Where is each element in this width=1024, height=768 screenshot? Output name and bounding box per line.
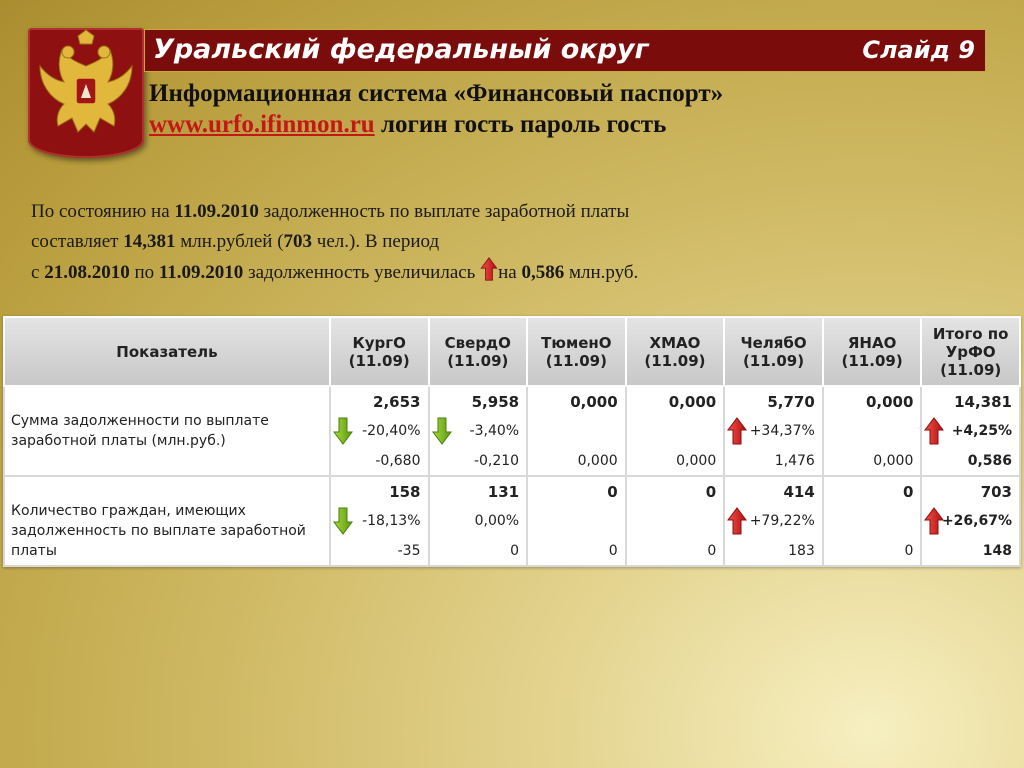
cell-value: 0,000: [570, 393, 618, 411]
cell-delta: 0: [510, 543, 520, 559]
table-row: [4, 476, 1020, 566]
cell-delta: 183: [788, 543, 815, 559]
table-cell: [330, 386, 429, 476]
summary-to-date: 11.09.2010: [158, 262, 244, 283]
cell-percent: +4,25%: [951, 423, 1012, 439]
summary-text: составляет: [31, 231, 124, 252]
system-title: Информационная система «Финансовый паспорт»: [149, 80, 724, 107]
table-cell: [921, 386, 1020, 476]
col-header-total: Итого по УрФО (11.09): [921, 317, 1020, 386]
cell-value: 0: [607, 483, 618, 501]
table-cell: [823, 386, 922, 476]
cell-value: 0: [705, 483, 717, 501]
title-bar: [144, 29, 986, 72]
cell-value: 131: [487, 483, 520, 501]
cell-delta: 0,000: [577, 453, 618, 469]
cell-percent: -18,13%: [362, 513, 421, 529]
cell-percent: +79,22%: [749, 513, 815, 529]
table-cell: [429, 386, 528, 476]
summary-text: млн.руб.: [564, 262, 639, 283]
cell-delta: -35: [397, 543, 421, 559]
table-header-row: [4, 317, 1020, 386]
arrow-up-icon: [727, 417, 747, 445]
summary-text: По состоянию на: [31, 201, 175, 222]
col-header-sverd: СвердО (11.09): [429, 317, 528, 386]
summary-people: 703: [283, 231, 313, 252]
cell-value: 5,958: [471, 393, 520, 411]
cell-delta: 1,476: [774, 453, 815, 469]
cell-delta: 0: [707, 543, 717, 559]
table-cell: [626, 476, 725, 566]
row-label: Количество граждан, имеющих задолженность по выплате заработной платы: [4, 476, 330, 566]
table-cell: [527, 386, 626, 476]
table-cell: [527, 476, 626, 566]
cell-delta: 0,000: [676, 453, 717, 469]
cell-delta: 0,000: [873, 453, 914, 469]
arrow-down-icon: [333, 507, 353, 535]
row-label: Сумма задолженности по выплате заработной платы (млн.руб.): [4, 386, 330, 476]
arrow-up-icon: [480, 257, 498, 281]
cell-value: 2,653: [373, 393, 421, 411]
cell-delta: -0,210: [473, 453, 520, 469]
cell-value: 0: [902, 483, 914, 501]
table-cell: [823, 476, 922, 566]
credentials-text: логин гость пароль гость: [374, 111, 667, 138]
cell-percent: +34,37%: [749, 423, 815, 439]
coat-of-arms-emblem: [28, 28, 144, 158]
summary-text: задолженность по выплате заработной платы: [258, 201, 630, 222]
table-cell: [330, 476, 429, 566]
summary-text: задолженность увеличилась: [243, 262, 481, 283]
summary-date: 11.09.2010: [174, 201, 259, 222]
summary-text: с: [31, 262, 45, 283]
col-header-tyum: ТюменО (11.09): [527, 317, 626, 386]
cell-percent: -3,40%: [469, 423, 520, 439]
cell-percent: -20,40%: [362, 423, 421, 439]
col-header-yanao: ЯНАО (11.09): [823, 317, 922, 386]
cell-delta: -0,680: [375, 453, 421, 469]
arrow-down-icon: [333, 417, 353, 445]
table-row: [4, 386, 1020, 476]
summary-increase: 0,586: [521, 262, 565, 283]
cell-value: 703: [980, 483, 1012, 501]
col-header-chel: ЧелябО (11.09): [724, 317, 823, 386]
cell-value: 0,000: [668, 393, 717, 411]
arrow-down-icon: [432, 417, 452, 445]
summary-from-date: 21.08.2010: [44, 262, 130, 283]
double-headed-eagle-icon: [28, 28, 144, 158]
summary-amount: 14,381: [123, 231, 176, 252]
summary-text: по: [129, 262, 159, 283]
summary-text: на: [498, 262, 522, 283]
cell-value: 158: [389, 483, 421, 501]
cell-value: 414: [783, 483, 815, 501]
cell-delta: 148: [982, 543, 1012, 559]
arrow-up-icon: [727, 507, 747, 535]
summary-paragraph: [31, 197, 891, 288]
cell-value: 14,381: [954, 393, 1012, 411]
cell-percent: +26,67%: [941, 513, 1012, 529]
table-cell: [724, 476, 823, 566]
table-cell: [921, 476, 1020, 566]
table-cell: [724, 386, 823, 476]
cell-delta: 0,586: [967, 453, 1012, 469]
table-cell: [429, 476, 528, 566]
col-header-indicator: Показатель: [4, 317, 330, 386]
cell-percent: 0,00%: [474, 513, 520, 529]
col-header-hmao: ХМАО (11.09): [626, 317, 725, 386]
slide-number: Слайд 9: [862, 36, 975, 64]
region-title: Уральский федеральный округ: [153, 34, 649, 65]
cell-delta: 0: [904, 543, 914, 559]
debt-table: [3, 316, 1021, 567]
col-header-kurg: КургО (11.09): [330, 317, 429, 386]
summary-text: чел.). В период: [312, 231, 440, 252]
table-cell: [626, 386, 725, 476]
cell-value: 0,000: [865, 393, 914, 411]
cell-delta: 0: [608, 543, 618, 559]
site-link[interactable]: www.urfo.ifinmon.ru: [149, 111, 375, 138]
summary-text: млн.рублей (: [175, 231, 284, 252]
arrow-up-icon: [924, 417, 944, 445]
site-line: [149, 111, 666, 139]
cell-value: 5,770: [767, 393, 815, 411]
